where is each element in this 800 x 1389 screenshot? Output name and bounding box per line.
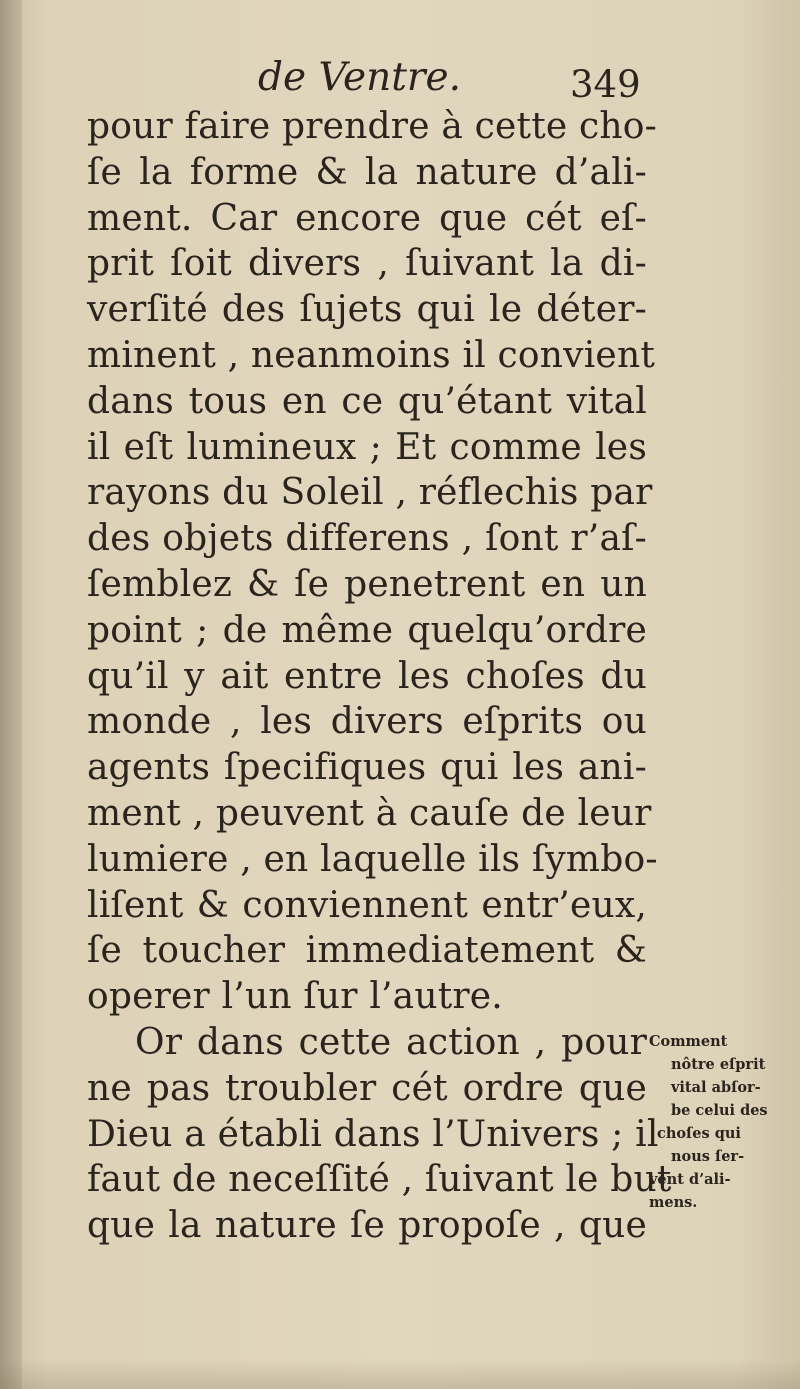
- text-line: agents ſpecifiques qui les ani-: [87, 747, 647, 789]
- text-line: des objets differens , ſont r’aſ-: [87, 518, 647, 560]
- text-line: ne pas troubler cét ordre que: [87, 1067, 647, 1109]
- margin-note-line: vent d’ali-: [649, 1171, 731, 1188]
- page-number: 349: [570, 63, 641, 106]
- margin-note-line: vital abſor-: [671, 1079, 761, 1096]
- text-line: qu’il y ait entre les choſes du: [87, 655, 647, 697]
- margin-note-line: nous ſer-: [671, 1148, 745, 1165]
- text-line: monde , les divers eſprits ou: [87, 701, 647, 743]
- text-line: ment , peuvent à cauſe de leur: [87, 792, 652, 834]
- text-line: liſent & conviennent entr’eux,: [87, 884, 647, 926]
- text-line: que la nature ſe propoſe , que: [87, 1205, 647, 1247]
- text-line: Dieu a établi dans l’Univers ; il: [87, 1113, 659, 1155]
- margin-note-line: Comment: [649, 1033, 728, 1050]
- text-line: pour faire prendre à cette cho-: [87, 106, 658, 147]
- text-line: lumiere , en laquelle ils ſymbo-: [87, 838, 658, 880]
- margin-note-line: nôtre eſprit: [671, 1056, 766, 1073]
- text-line: dans tous en ce qu’étant vital: [87, 380, 647, 422]
- margin-note-line: be celui des: [671, 1102, 768, 1119]
- text-line: point ; de même quelqu’ordre: [87, 609, 647, 651]
- text-line: minent , neanmoins il convient: [87, 334, 655, 376]
- page-bottom-shadow: [0, 1359, 800, 1389]
- text-line: verſité des ſujets qui le déter-: [87, 289, 647, 331]
- running-header: de Ventre.: [258, 55, 462, 100]
- text-line: ſemblez & ſe penetrent en un: [87, 563, 647, 605]
- margin-note: [649, 1030, 774, 1214]
- text-line: ſe la forme & la nature d’ali-: [87, 151, 647, 193]
- text-line: Or dans cette action , pour: [135, 1021, 647, 1063]
- text-line: faut de neceſſité , ſuivant le but: [87, 1159, 672, 1201]
- text-line: il eſt lumineux ; Et comme les: [87, 426, 647, 468]
- page-gutter-shadow: [0, 0, 22, 1389]
- body-text: [87, 104, 672, 1249]
- text-line: prit ſoit divers , ſuivant la di-: [87, 243, 647, 285]
- text-line: ment. Car encore que cét eſ-: [87, 197, 647, 239]
- margin-note-line: mens.: [649, 1194, 698, 1211]
- text-line: rayons du Soleil , réflechis par: [87, 472, 653, 514]
- text-line: operer l’un ſur l’autre.: [87, 976, 503, 1018]
- margin-note-line: choſes qui: [657, 1125, 741, 1142]
- text-line: ſe toucher immediatement &: [87, 930, 647, 972]
